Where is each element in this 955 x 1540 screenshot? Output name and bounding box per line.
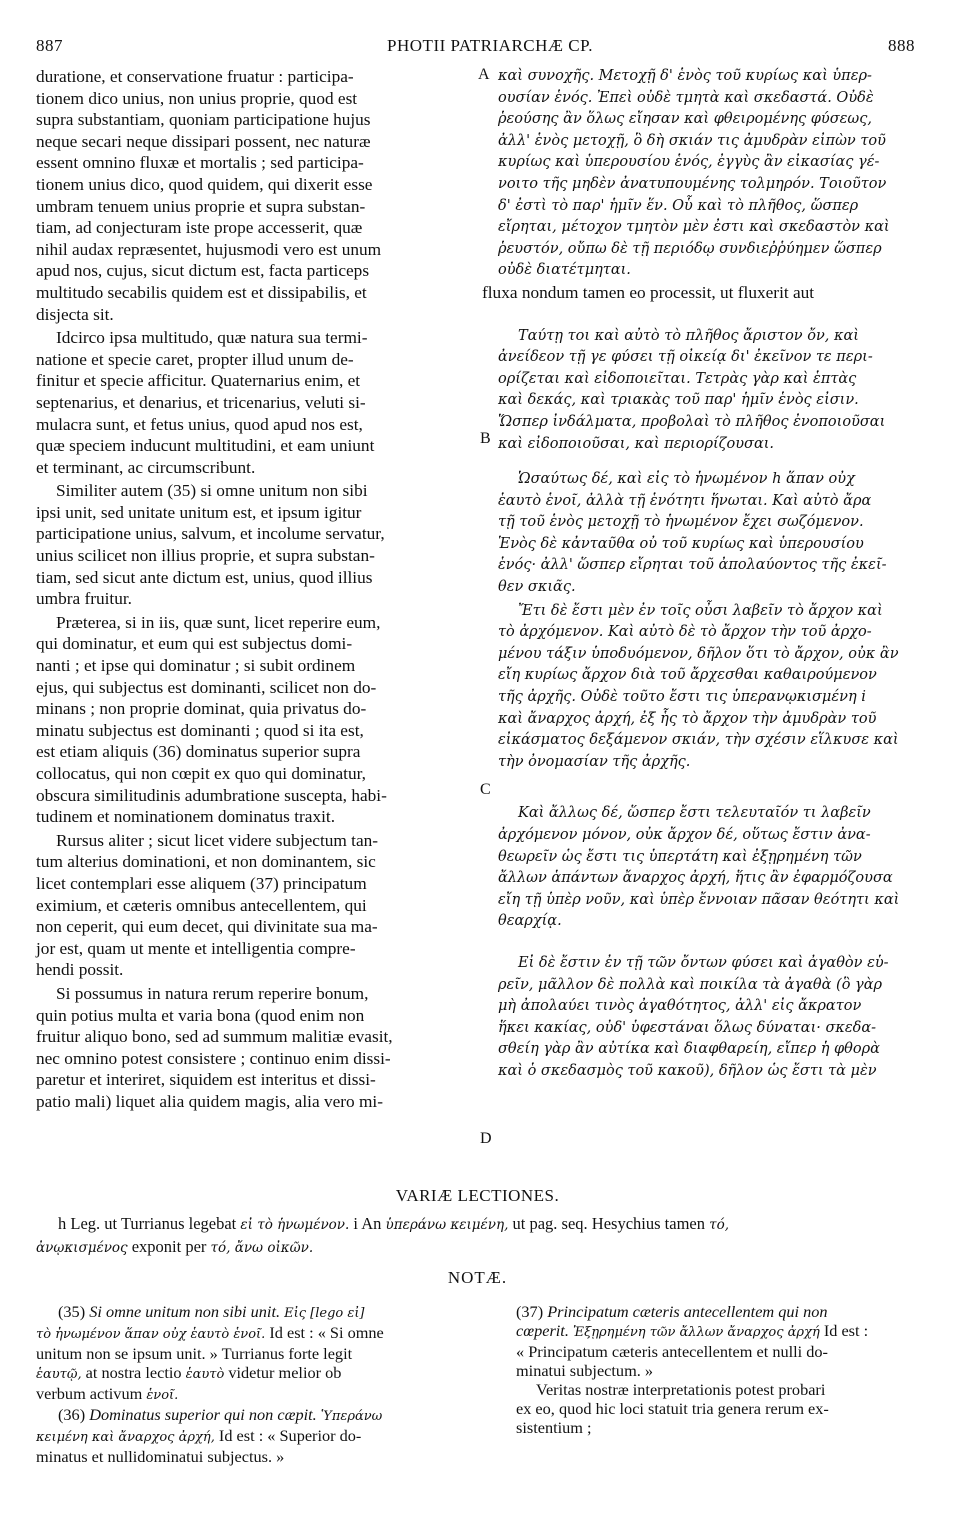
text-line: τῆς ἀρχῆς. Οὐδὲ τοῦτο ἔστι τις ὑπερανῳκισμένη i [498,689,866,706]
text-line: θεαρχίᾳ. [498,913,562,930]
text-line: μένου τάξιν ὑποδυόμενον, δῆλον ὅτι τὸ ἄρχον, οὐκ ἂν [498,645,899,662]
greek-paragraph [498,601,918,774]
text-line: umbram tenuem unius proprie et supra substan- [36,196,366,216]
note-37 [516,1302,920,1380]
text-line: Si possumus in natura rerum reperire bonum, [56,983,369,1003]
text-line: est etiam aliquis (36) dominatus superior supra [36,742,361,762]
note-text: videtur melior ob [228,1363,342,1382]
text-line: Ὥσπερ ἰνδάλματα, προβολαὶ τὸ πλῆθος ἐνοποιοῦσαι [498,413,886,430]
text-line: καὶ εἰδοποιοῦσαι, καὶ περιορίζουσαι. [498,435,775,452]
text-line: Similiter autem (35) si omne unitum non sibi [56,481,368,501]
text-line: disjecta sit. [36,304,114,324]
text-line: unius scilicet non illius proprie, et supra substan- [36,546,375,566]
note-text: minatui subjectum. » [516,1361,654,1380]
variant-i-greek-2: τό, [709,1217,729,1233]
note-greek: τὸ ἡνωμένον ἅπαν οὐχ ἑαυτὸ ἑνοῖ. [36,1327,266,1342]
page-number-left: 887 [36,36,63,55]
text-line: fruitur aliquo bono, sed ad summum malitiæ evasit, [36,1027,393,1047]
text-line: qui dominatur, et eum qui est subjectus domi- [36,634,353,654]
text-line: εἴη κυρίως ἄρχον διὰ τοῦ ἄρχεσθαι καθαιρούμενον [498,667,877,684]
latin-paragraph [36,983,472,1113]
text-line: ejus, qui subjectus est dominanti, scilicet non do- [36,677,377,697]
text-line: patio mali) liquet alia quidem magis, alia vero mi- [36,1091,383,1111]
text-line: tionem unius dico, quod quidem, qui dixerit esse [36,174,373,194]
margin-letter-b: B [480,430,491,447]
text-line: θεν σκιᾶς. [498,579,576,596]
text-line: minans ; non proprie dominat, quia privatus do- [36,699,367,719]
text-line: tiam, ad conjecturam iste prope accesserit, quæ [36,218,363,238]
text-line: Veritas nostræ interpretationis potest probari [536,1380,826,1399]
variant-h-text: h Leg. ut Turrianus legebat [58,1214,237,1233]
note-text: « Principatum cæteris antecellentem et nulli do- [516,1342,828,1361]
note-text: Id est : [823,1321,869,1340]
note-greek: κειμένη καὶ ἄναρχος ἀρχή, [36,1430,215,1445]
text-line: hendi possit. [36,960,124,980]
text-line: quin potius multa et varia bona (quod enim non [36,1005,365,1025]
margin-letter-d: D [480,1130,492,1147]
note-veritas [516,1380,920,1437]
latin-paragraph [36,327,472,478]
text-line: supra substantiam, quoniam participatione hujus [36,110,371,130]
text-line: τὴν ὀνομασίαν τῆς ἀρχῆς. [498,753,691,770]
text-line: τῇ τοῦ ἑνὸς μετοχῇ τὸ ἡνωμένον ἔχει σωζόμενον. [498,514,864,531]
text-line: septenarius, et denarius, et tricenarius, veluti si- [36,392,366,412]
text-line: ipsi unit, sed unitate unitum est, et ipsum igitur [36,502,362,522]
text-line: ex eo, quod hic loci statuit tria genera rerum ex- [516,1399,829,1418]
note-greek: ἑαυτὸ [185,1367,225,1382]
text-line: θεωρεῖν ὡς ἔστι τις ὑπερτάτη καὶ ἐξῃρημένη τῶν [498,848,862,865]
notae-heading: NOTÆ. [447,1268,508,1287]
text-line: essent omnino fluxæ et mortalis ; sed participa- [36,153,364,173]
text-line: Καὶ ἄλλως δέ, ὥσπερ ἔστι τελευταῖόν τι λαβεῖν [518,805,871,822]
text-line: jor est, quam ut mente et intelligentia compre- [36,938,356,958]
notes-right-column [516,1302,920,1437]
margin-letter-c: C [480,781,491,798]
text-line: umbra fruitur. [36,589,132,609]
text-line: Ταύτῃ τοι καὶ αὐτὸ τὸ πλῆθος ἄριστον ὄν, καὶ [518,327,859,344]
text-line: καὶ ἄναρχος ἀρχή, ἐξ ἧς τὸ ἄρχον τὴν ἀμυδρὰν τοῦ [498,710,877,727]
text-line: nec omnino potest consistere ; continuo enim dissi- [36,1048,391,1068]
note-greek: ἑαυτῷ, [36,1367,82,1382]
text-line: licet contemplari esse aliquem (37) principatum [36,873,367,893]
text-line: ἀνείδεον τῇ γε φύσει τῇ οἰκείᾳ δι' ἐκεῖνον τε περι- [498,349,873,366]
note-text: unitum non se ipsum unit. » Turrianus forte legit [36,1344,353,1363]
text-line: nanti ; et ipse qui dominatur ; si subit ordinem [36,656,356,676]
page-number-right: 888 [888,36,915,55]
text-line: collocatus, qui non cœpit ex quo qui dominatur, [36,764,366,783]
variae-lectiones-heading: VARIÆ LECTIONES. [395,1186,560,1205]
text-line: νοιτο τῆς μηδὲν ἀνατυπουμένης τολμηρόν. Τοιοῦτον [498,175,887,192]
note-text: Id est : « Si omne [269,1323,384,1342]
note-greek: Ἐξῃρημένη τῶν ἄλλων ἄναρχος ἀρχή [572,1325,820,1340]
text-line: sistentium ; [516,1418,592,1437]
text-line: eximium, et cæteris omnibus antecellentem, qui [36,895,367,915]
text-line: ἀλλ' ἑνὸς μετοχῇ, ὃ δὴ σκιάν τις ἀμυδρὰν εἰπὼν τοῦ [498,132,886,149]
text-line: ρεῖν, μᾶλλον δὲ πολλὰ καὶ ποικίλα τὰ ἀγαθὰ (ὃ γὰρ [498,976,883,993]
text-line: participatione unius, salvum, et incolume servatur, [36,524,385,544]
text-line: ἥκει κακίας, οὐδ' ὑφεστάναι ὅλως δύναται· σκεδα- [498,1019,877,1036]
text-line: non ceperit, qui eum decet, qui divinitate sua ma- [36,917,378,937]
text-line: Præterea, si in iis, quæ sunt, licet reperire eum, [56,612,381,632]
note-lemma: cœperit. [516,1321,569,1340]
note-text: Id est : « Superior do- [218,1426,362,1445]
text-line: ἄλλων ἁπάντων ἄναρχος ἀρχή, ἥτις ἂν ἐφαρμόζουσα [498,870,893,887]
text-line: εἴη τῇ ὑπὲρ νοῦν, καὶ ὑπὲρ ἔννοιαν πᾶσαν θεότητι καὶ [498,891,900,908]
text-line: neque secari neque dissipari possent, nec naturæ [36,131,371,151]
text-line: multitudo secabilis quidem est et dissipabilis, et [36,282,367,302]
text-line: tudinem et nominationem dominatus traxit. [36,807,336,827]
text-line: καὶ συνοχῆς. Μετοχῇ δ' ἑνὸς τοῦ κυρίως καὶ ὑπερ- [498,68,872,84]
latin-paragraph [36,480,472,610]
greek-paragraph [498,803,918,933]
note-lemma: Dominatus superior qui non cæpit. [89,1405,317,1424]
text-line: ορίζεται καὶ εἰδοποιεῖται. Τετρὰς γὰρ καὶ ἑπτὰς [498,370,857,387]
running-title: PHOTII PATRIARCHÆ CP. [387,36,593,55]
text-line: et terminant, ac circumscribunt. [36,457,256,477]
latin-continuation-line: fluxa nondum tamen eo processit, ut fluxerit aut [482,282,815,302]
latin-paragraph [36,66,472,325]
text-line: mulacra sunt, et fetus unius, quod apud nos est, [36,414,363,434]
note-greek: Ὑπεράνω [320,1409,383,1424]
text-line: nihil audax repræsentet, hujusmodi vero est unum [36,239,382,259]
note-greek: ἑνοῖ. [146,1388,179,1403]
variant-h-greek: εἰ τὸ ἡνωμένον. [240,1217,350,1233]
text-line: tionem dico unius, non unius proprie, quod est [36,88,358,108]
text-line: σθείη γὰρ ἂν αὐτίκα καὶ διαφθαρείη, εἴπερ ἡ φθορὰ [498,1041,880,1058]
text-line: apud nos, cujus, sicut dictum est, facta particeps [36,261,370,281]
note-36 [36,1405,472,1466]
variant-i-text: i An [353,1214,382,1233]
text-line: Ὡσαύτως δέ, καὶ εἰς τὸ ἡνωμένον h ἅπαν οὐχ [518,471,855,488]
text-line: ουσίαν ἑνός. Ἐπεὶ οὐδὲ τμητὰ καὶ σκεδαστά. Οὐδὲ [498,89,874,106]
text-line: Ἑνὸς δὲ κἀνταῦθα οὐ τοῦ κυρίως καὶ ὑπερουσίου [498,535,864,552]
text-line: ῥευστόν, οὔπω δὲ τῇ περιόδῳ συνδιεῤῥύημεν ὥσπερ [498,240,882,257]
note-text: minatus et nullidominatui subjectus. » [36,1447,285,1466]
text-line: ἑνός· ἀλλ' ὥσπερ εἴρηται τοῦ ἀπολαύοντος τῆς ἐκεῖ- [498,557,887,574]
text-line: δ' ἐστὶ τὸ παρ' ἡμῖν ἕν. Οὗ καὶ τὸ πλῆθος, ὥσπερ [498,197,859,214]
variant-i-note: ut pag. seq. Hesychius tamen [512,1214,705,1233]
text-line: finitur et specie afficitur. Quaternarius enim, et [36,371,361,391]
text-line: Εἰ δὲ ἔστιν ἐν τῇ τῶν ὄντων φύσει καὶ ἀγαθὸν εὑ- [518,954,889,971]
text-line: tum alterius dominationi, et non dominantem, sic [36,852,376,872]
text-line: εἰκάσματος δεξάμενον σκιάν, τὴν σχέσιν εἵλκυσε καὶ [498,732,899,749]
text-line: minatu subjectus est dominanti ; quod si ita est, [36,720,364,740]
text-line: obscura similitudinis adumbratione suscepta, habi- [36,785,387,805]
text-line: Idcirco ipsa multitudo, quæ natura sua termi- [56,328,368,348]
text-line: duratione, et conservatione fruatur : participa- [36,67,354,86]
note-text: at nostra lectio [85,1363,182,1382]
text-line: ἑαυτὸ ἑνοῖ, ἀλλὰ τῇ ἑνότητι ἥνωται. Καὶ αὐτὸ ἄρα [498,492,872,509]
greek-paragraph [498,66,918,282]
variant-greek-word: ἀνῳκισμένος [36,1240,128,1256]
text-line: quæ speciem inducunt multitudini, et eam uniunt [36,436,375,456]
text-line: Rursus aliter ; sicut licet videre subjectum tan- [56,830,379,850]
text-line: natione et specie caret, propter illud unum de- [36,349,354,369]
note-lemma: Principatum cæteris antecellentem qui non [547,1302,828,1321]
greek-paragraph [498,953,918,1083]
note-greek: Εἰς [lego εἰ] [284,1306,365,1321]
text-line: καὶ δεκάς, καὶ τριακὰς τοῦ παρ' ἡμῖν ἑνὸς εἰσιν. [498,392,859,409]
greek-paragraph [498,469,918,599]
text-line: εἴρηται, μέτοχον τμητὸν μὲν ἐστι καὶ σκεδαστὸν καὶ [498,219,890,236]
variant-exponit: exponit per [131,1237,207,1256]
note-lemma: Si omne unitum non sibi unit. [89,1302,281,1321]
greek-column [482,66,918,1083]
latin-paragraph [36,612,472,828]
text-line: οὐδὲ διατέτμηται. [498,262,631,279]
note-number: (36) [58,1405,86,1424]
latin-paragraph [36,830,472,981]
note-number: (35) [58,1302,86,1321]
margin-letter-a: A [478,66,490,83]
text-line: ῥεούσης ἂν ὅλως εἴησαν καὶ φθειρομένης φύσεως, [498,111,872,128]
text-line: Ἔτι δὲ ἔστι μὲν ἐν τοῖς οὖσι λαβεῖν τὸ ἄρχον καὶ [518,602,883,619]
text-line: ἀρχόμενον μόνον, οὐκ ἄρχον δέ, οὕτως ἔστιν ἀνα- [498,827,871,843]
greek-paragraph [498,326,918,456]
text-line: καὶ ὁ σκεδασμὸς τοῦ κακοῦ), δῆλον ὡς ἔστι τὰ μὲν [498,1062,877,1079]
note-35 [36,1302,472,1405]
variant-i-greek: ὑπεράνω κειμένη, [385,1217,509,1233]
note-text: verbum activum [36,1384,143,1403]
text-line: κυρίως καὶ ὑπερουσίου ἑνός, ἐγγὺς ἂν εἰκασίας γέ- [498,154,880,171]
latin-column [36,66,472,1115]
variant-greek-gloss: τό, ἄνω οἰκῶν. [210,1240,314,1256]
text-line: paretur et interiret, siquidem est interitus et dissi- [36,1070,376,1090]
note-number: (37) [516,1302,544,1321]
variae-lectiones-body [36,1213,916,1259]
text-line: tiam, sed sicut ante dictum est, unius, quod illius [36,567,373,587]
notes-left-column [36,1302,472,1466]
text-line: τὸ ἀρχόμενον. Καὶ αὐτὸ δὲ τὸ ἄρχον τὴν τοῦ ἀρχο- [498,624,872,641]
text-line: μὴ ἀπολαύει τινὸς ἀγαθότητος, ἀλλ' εἰς ἄκρατον [498,998,862,1015]
